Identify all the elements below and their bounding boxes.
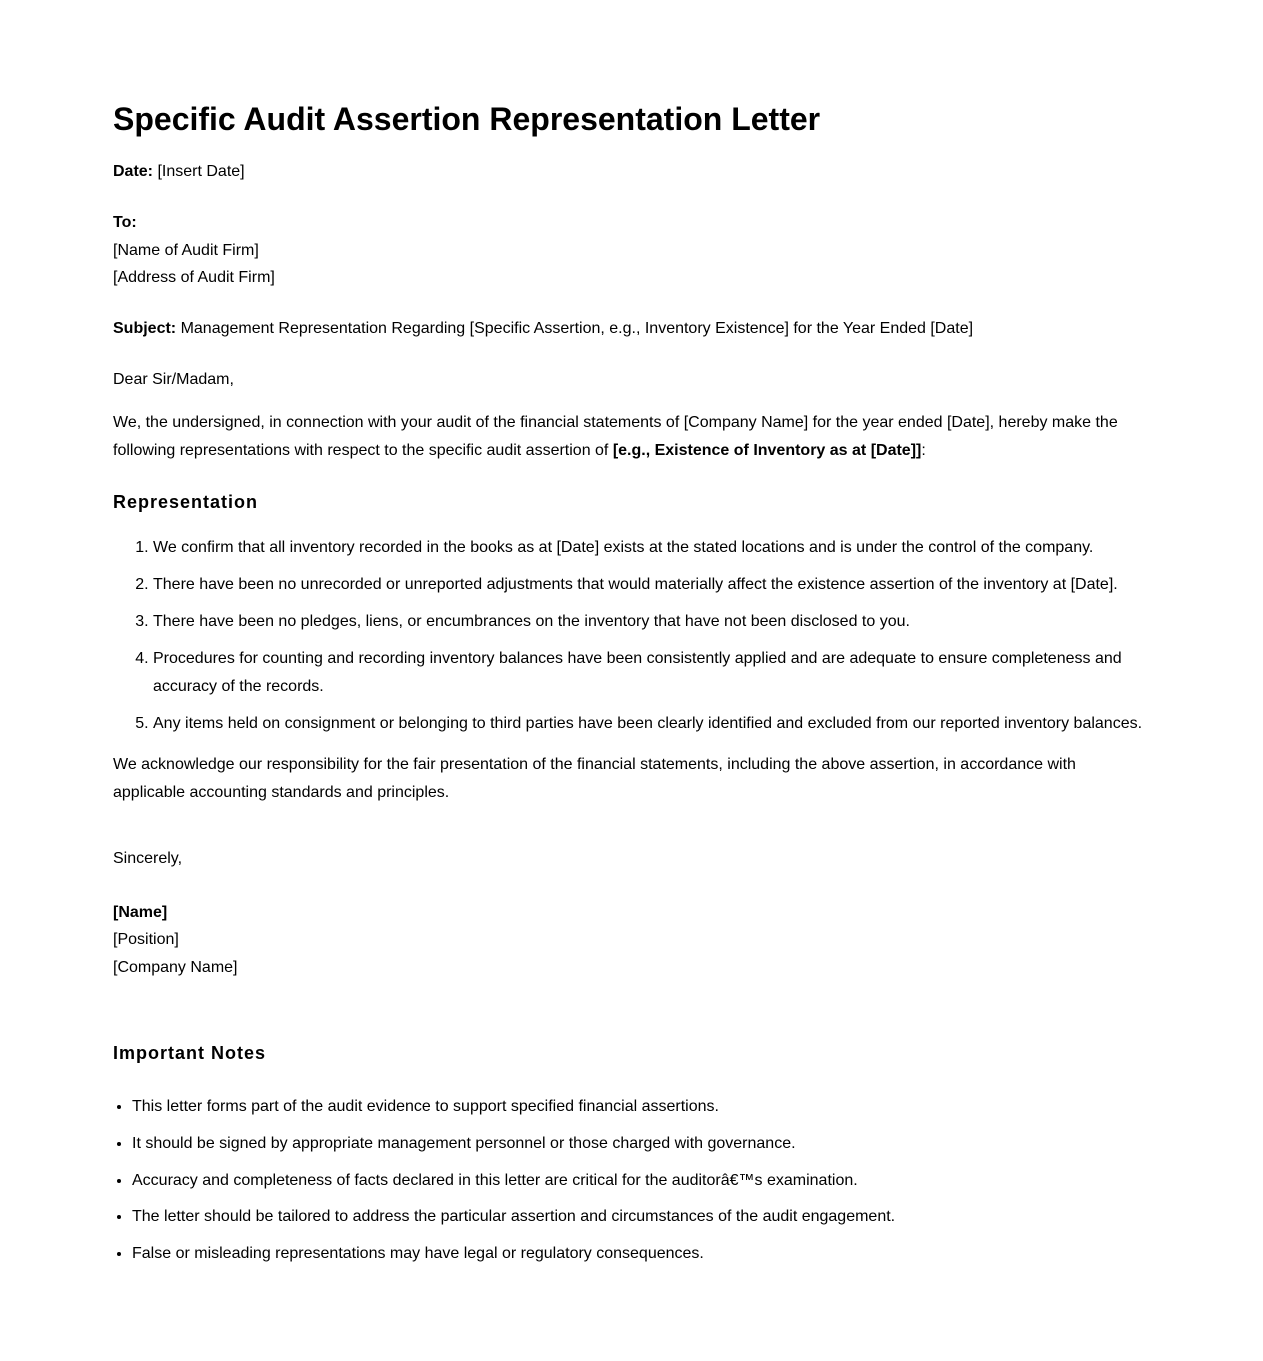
list-item: 5. Any items held on consignment or belonging to third parties have been clearly identified and excluded from our reported inventory balances. bbox=[153, 710, 1153, 738]
notes-heading: Important Notes bbox=[113, 1043, 267, 1063]
date-label: Date: bbox=[113, 163, 154, 180]
list-item: • False or misleading representations may have legal or regulatory consequences. bbox=[132, 1240, 1153, 1268]
subject-label: Subject: bbox=[113, 320, 177, 337]
list-item: 2. There have been no unrecorded or unreported adjustments that would materially affect the existence assertion of the inventory at [Date]. bbox=[153, 571, 1153, 599]
page-title: Specific Audit Assertion Representation Letter bbox=[113, 101, 821, 137]
representation-heading: Representation bbox=[113, 492, 259, 512]
list-item: • This letter forms part of the audit evidence to support specified financial assertions. bbox=[132, 1093, 1153, 1121]
closing: Sincerely, bbox=[113, 850, 183, 867]
subject-line bbox=[113, 315, 973, 343]
intro-paragraph bbox=[113, 409, 1148, 464]
signature-company: [Company Name] bbox=[113, 959, 238, 976]
list-item: • It should be signed by appropriate management personnel or those charged with governance. bbox=[132, 1130, 1153, 1158]
list-item: 3. There have been no pledges, liens, or encumbrances on the inventory that have not been disclosed to you. bbox=[153, 608, 1153, 636]
to-label: To: bbox=[113, 214, 137, 231]
notes-list bbox=[113, 1093, 1153, 1277]
representation-list bbox=[113, 534, 1153, 747]
date-line bbox=[113, 158, 245, 186]
date-value: [Insert Date] bbox=[157, 163, 245, 180]
list-item: • Accuracy and completeness of facts declared in this letter are critical for the auditorâ€™s examination. bbox=[132, 1167, 1153, 1195]
audit-firm-address: [Address of Audit Firm] bbox=[113, 269, 275, 286]
signature-name: [Name] bbox=[113, 904, 168, 921]
intro-assertion: [e.g., Existence of Inventory as at [Date]] bbox=[612, 441, 922, 459]
list-item: 1. We confirm that all inventory recorded in the books as at [Date] exists at the stated locations and is under the control of the company. bbox=[153, 534, 1153, 562]
intro-trailing: : bbox=[921, 441, 926, 459]
intro-text: We, the undersigned, in connection with your audit of the financial statements of [Company Name] for the year ended [Date], hereby make the following representations with respect to the specific audit assertion of bbox=[113, 414, 1118, 459]
salutation: Dear Sir/Madam, bbox=[113, 371, 234, 388]
subject-value: Management Representation Regarding [Specific Assertion, e.g., Inventory Existence] for the Year Ended [Date] bbox=[180, 320, 974, 337]
list-item: • The letter should be tailored to address the particular assertion and circumstances of the audit engagement. bbox=[132, 1203, 1153, 1231]
acknowledgement-paragraph: We acknowledge our responsibility for the fair presentation of the financial statements, including the above assertion, in accordance with applicable accounting standards and principles. bbox=[113, 756, 1076, 801]
signature-position: [Position] bbox=[113, 931, 179, 948]
list-item: 4. Procedures for counting and recording inventory balances have been consistently applied and are adequate to ensure completeness and accuracy of the records. bbox=[153, 645, 1153, 700]
audit-firm-name: [Name of Audit Firm] bbox=[113, 242, 259, 259]
